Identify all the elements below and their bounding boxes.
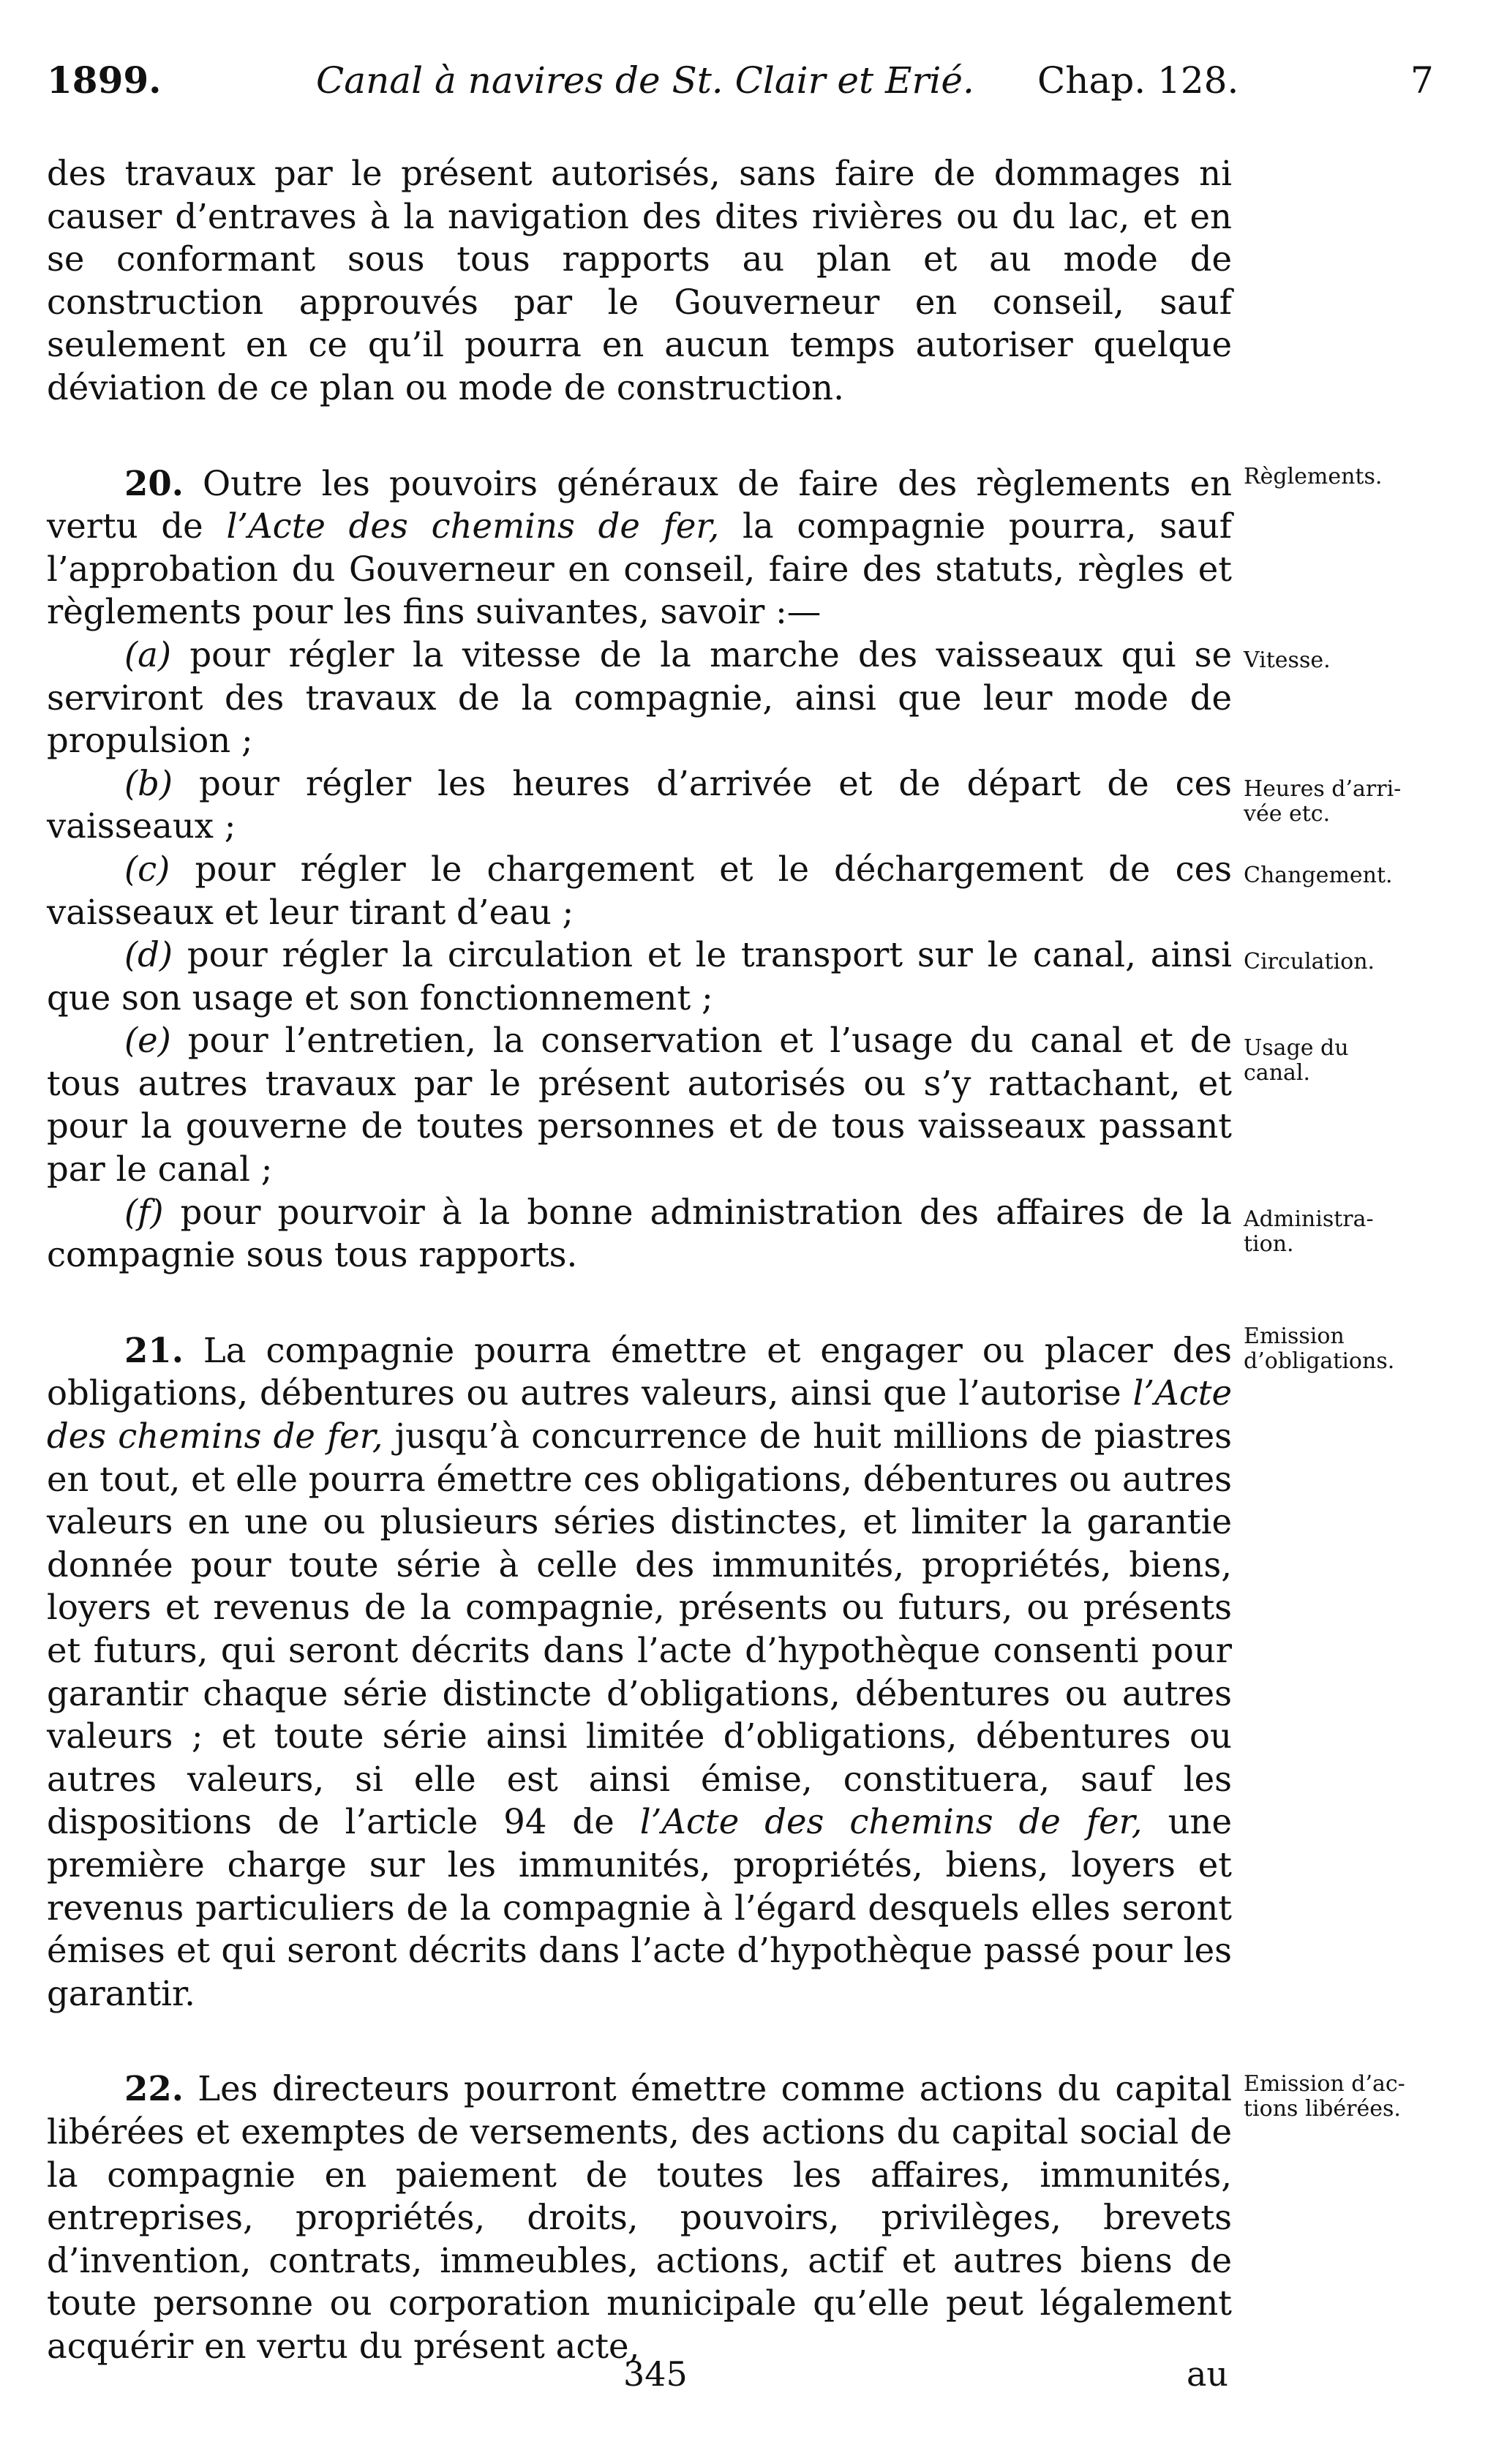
section-21-act-title-1: l’Acte des chemins de fer, — [47, 1373, 1232, 1457]
page-folio: 345 — [623, 2354, 688, 2394]
section-20-act-title: l’Acte des chemins de fer, — [226, 506, 720, 546]
section-22 — [47, 2067, 1232, 2367]
clause-a — [47, 634, 1232, 762]
margin-note-reglements: Règlements. — [1244, 464, 1383, 489]
clause-d-text: pour régler la circulation et le transport sur le canal, ainsi que son usage et son fonctionnement ; — [47, 935, 1232, 1018]
section-21 — [47, 1329, 1232, 2016]
clause-e — [47, 1019, 1232, 1190]
margin-note-vitesse: Vitesse. — [1244, 647, 1331, 673]
margin-note-changement: Changement. — [1244, 863, 1393, 888]
clause-b-text: pour régler les heures d’arrivée et de départ de ces vaisseaux ; — [47, 763, 1233, 846]
clause-e-label: (e) — [124, 1021, 171, 1061]
section-21-text-b: jusqu’à concurrence de huit millions de piastres en tout, et elle pourra émettre ces obligations, débentures ou autres valeurs en une ou plusieurs séries distinctes, et limiter la garantie donnée pour toute série à celle des immunités, propriétés, biens, loyers et revenus de la compagnie, présents ou futurs, ou présents et futurs, qui seront décrits dans l’acte d’hypothèque consenti pour garantir chaque série distincte d’obligations, débentures ou autres valeurs ; et toute série ainsi limitée d’obligations, débentures ou autres valeurs, si elle est ainsi émise, constituera, sauf les dispositions de l’article 94 de — [47, 1416, 1233, 1842]
header-title: Canal à navires de St. Clair et Erié. — [316, 59, 974, 102]
catchword: au — [1187, 2354, 1229, 2394]
header-chapter: Chap. 128. — [1037, 59, 1239, 102]
clause-a-label: (a) — [124, 634, 172, 675]
margin-note-usage: Usage du canal. — [1244, 1035, 1349, 1086]
clause-f-label: (f) — [124, 1192, 164, 1232]
clause-c-text: pour régler le chargement et le déchargement de ces vaisseaux et leur tirant d’eau ; — [47, 849, 1232, 932]
clause-c — [47, 848, 1232, 934]
section-20-text-a: Outre les pouvoirs généraux de faire des règlements en vertu de — [47, 463, 1232, 546]
paragraph-continuation: des travaux par le présent autorisés, sans faire de dommages ni causer d’entraves à la navigation des dites rivières ou du lac, et en se conformant sous tous rapports au plan et au mode de construction approuvés par le Gouverneur en conseil, sauf seulement en ce qu’il pourra en aucun temps autoriser quelque déviation de ce plan ou mode de construction. — [47, 154, 1232, 407]
margin-note-administration: Administra- tion. — [1244, 1206, 1374, 1257]
clause-b-label: (b) — [124, 763, 173, 803]
section-22-number: 22. — [124, 2068, 184, 2109]
clause-d — [47, 934, 1232, 1019]
clause-a-text: pour régler la vitesse de la marche des vaisseaux qui se serviront des travaux de la compagnie, ainsi que leur mode de propulsion ; — [47, 634, 1233, 761]
section-21-number: 21. — [124, 1329, 184, 1370]
clause-d-label: (d) — [124, 935, 173, 975]
body-text — [47, 152, 1232, 2368]
section-21-text-a: La compagnie pourra émettre et engager ou placer des obligations, débentures ou autres valeurs, ainsi que l’autorise — [47, 1330, 1232, 1413]
clause-b — [47, 762, 1232, 848]
margin-note-emission-obligations: Emission d’obligations. — [1244, 1323, 1395, 1374]
clause-f — [47, 1191, 1232, 1277]
section-22-text: Les directeurs pourront émettre comme actions du capital libérées et exemptes de versements, des actions du capital social de la compagnie en paiement de toutes les affaires, immunités, entreprises, propriétés, droits, pouvoirs, privilèges, brevets d’invention, contrats, immeubles, actions, actif et autres biens de toute personne ou corporation municipale qu’elle peut légalement acquérir en vertu du présent acte, — [47, 2069, 1233, 2366]
section-20 — [47, 462, 1232, 634]
margin-note-emission-actions: Emission d’ac- tions libérées. — [1244, 2071, 1405, 2122]
clause-c-label: (c) — [124, 849, 170, 889]
header-page-number: 7 — [1410, 59, 1434, 102]
clause-e-text: pour l’entretien, la conservation et l’usage du canal et de tous autres travaux par le présent autorisés ou s’y rattachant, et pour la gouverne de toutes personnes et de tous vaisseaux passant par le canal ; — [47, 1021, 1233, 1190]
section-20-number: 20. — [124, 462, 184, 503]
section-21-text-c: une première charge sur les immunités, propriétés, biens, loyers et revenus particuliers de la compagnie à l’égard desquels elles seront émises et qui seront décrits dans l’acte d’hypothèque passé pour les garantir. — [47, 1802, 1233, 2013]
margin-note-heures: Heures d’arri- vée etc. — [1244, 776, 1402, 827]
section-21-act-title-2: l’Acte des chemins de fer, — [639, 1802, 1143, 1842]
margin-note-circulation: Circulation. — [1244, 949, 1375, 974]
header-year: 1899. — [47, 59, 162, 102]
section-20-text-b: la compagnie pourra, sauf l’approbation du Gouverneur en conseil, faire des statuts, règles et règlements pour les fins suivantes, savoir :— — [47, 506, 1232, 632]
clause-f-text: pour pourvoir à la bonne administration des affaires de la compagnie sous tous rapports. — [47, 1192, 1233, 1275]
